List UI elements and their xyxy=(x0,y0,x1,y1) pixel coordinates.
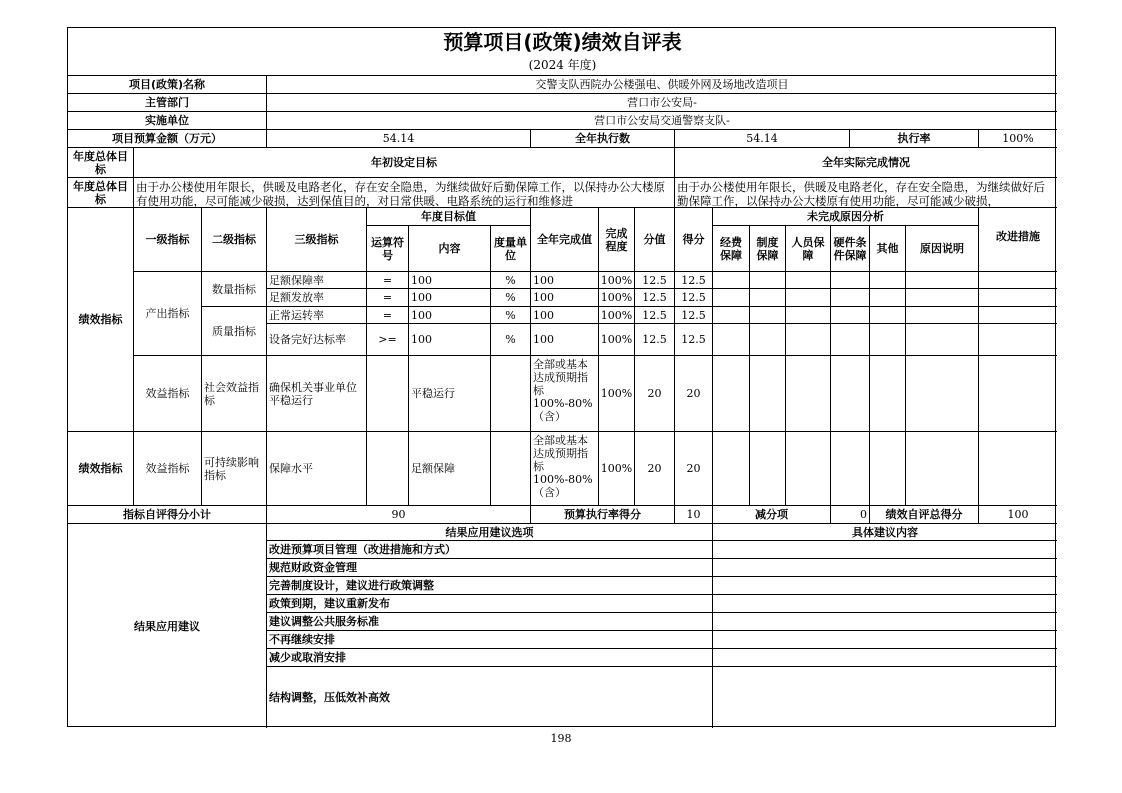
r5-score: 20 xyxy=(675,356,713,432)
header-reason-fund: 经费保障 xyxy=(713,226,750,272)
r2-op: = xyxy=(367,289,409,307)
r5-actual: 全部或基本达成预期指标100%-80%（含） xyxy=(531,356,599,432)
exec-score-value: 10 xyxy=(675,506,713,524)
page-title: 预算项目(政策)绩效自评表 xyxy=(443,30,682,54)
reason-cell xyxy=(979,432,1057,506)
goal-label-1: 年度总体目标 xyxy=(68,148,134,178)
reason-cell xyxy=(750,432,786,506)
r1-degree: 100% xyxy=(599,272,635,289)
reason-cell xyxy=(870,289,906,307)
dept-label: 主管部门 xyxy=(68,94,267,112)
perf-indicator-label: 绩效指标 xyxy=(68,208,134,432)
project-name-value: 交警支队西院办公楼强电、供暖外网及场地改造项目 xyxy=(267,76,1057,94)
reason-cell xyxy=(870,272,906,289)
reason-cell xyxy=(713,324,750,356)
r5-op xyxy=(367,356,409,432)
reason-cell xyxy=(750,324,786,356)
result-content-cell xyxy=(713,595,1057,613)
r5-degree: 100% xyxy=(599,356,635,432)
header-reason-group: 未完成原因分析 xyxy=(713,208,979,226)
project-name-label: 项目(政策)名称 xyxy=(68,76,267,94)
r6-unit xyxy=(491,432,531,506)
header-op: 运算符号 xyxy=(367,226,409,272)
r2-unit: % xyxy=(491,289,531,307)
perf-indicator-label-2: 绩效指标 xyxy=(68,432,134,506)
reason-cell xyxy=(906,289,979,307)
r6-content: 足额保障 xyxy=(409,432,491,506)
reason-cell xyxy=(750,272,786,289)
r4-l3: 设备完好达标率 xyxy=(267,324,367,356)
reason-cell xyxy=(906,307,979,324)
unit-label: 实施单位 xyxy=(68,112,267,130)
header-actual: 全年完成值 xyxy=(531,208,599,272)
header-score-value: 分值 xyxy=(635,208,675,272)
r3-l3: 正常运转率 xyxy=(267,307,367,324)
goal-initial-header: 年初设定目标 xyxy=(134,148,675,178)
reason-cell xyxy=(831,432,870,506)
reason-cell xyxy=(979,324,1057,356)
rate-value: 100% xyxy=(979,130,1057,148)
r1-op: = xyxy=(367,272,409,289)
result-option: 改进预算项目管理（改进措施和方式） xyxy=(267,541,713,559)
goal-label-2: 年度总体目标 xyxy=(68,178,134,208)
result-content-header: 具体建议内容 xyxy=(713,524,1057,541)
r6-l2: 可持续影响指标 xyxy=(202,432,267,506)
reason-cell xyxy=(906,356,979,432)
result-option: 不再继续安排 xyxy=(267,631,713,649)
reason-cell xyxy=(906,324,979,356)
r2-l3: 足额发放率 xyxy=(267,289,367,307)
budget-value: 54.14 xyxy=(267,130,531,148)
r4-op: >= xyxy=(367,324,409,356)
reason-cell xyxy=(713,432,750,506)
output-l1: 产出指标 xyxy=(134,272,202,356)
reason-cell xyxy=(870,356,906,432)
r3-score-value: 12.5 xyxy=(635,307,675,324)
result-content-cell xyxy=(713,649,1057,667)
r3-op: = xyxy=(367,307,409,324)
result-option: 减少或取消安排 xyxy=(267,649,713,667)
reason-cell xyxy=(750,356,786,432)
r2-actual: 100 xyxy=(531,289,599,307)
result-content-cell xyxy=(713,667,1057,728)
r4-unit: % xyxy=(491,324,531,356)
r2-degree: 100% xyxy=(599,289,635,307)
header-reason-desc: 原因说明 xyxy=(906,226,979,272)
r5-l2: 社会效益指标 xyxy=(202,356,267,432)
subtotal-label: 指标自评得分小计 xyxy=(68,506,267,524)
result-content-cell xyxy=(713,559,1057,577)
rate-label: 执行率 xyxy=(850,130,979,148)
reason-cell xyxy=(870,432,906,506)
deduct-value: 0 xyxy=(831,506,870,524)
r4-score-value: 12.5 xyxy=(635,324,675,356)
result-option: 建议调整公共服务标准 xyxy=(267,613,713,631)
header-l2: 二级指标 xyxy=(202,208,267,272)
result-option: 政策到期，建议重新发布 xyxy=(267,595,713,613)
r3-unit: % xyxy=(491,307,531,324)
r6-l3: 保障水平 xyxy=(267,432,367,506)
reason-cell xyxy=(831,272,870,289)
result-option: 结构调整，压低效补高效 xyxy=(267,667,713,728)
reason-cell xyxy=(906,432,979,506)
reason-cell xyxy=(786,272,831,289)
goal-actual-text: 由于办公楼使用年限长，供暖及电路老化，存在安全隐患，为继续做好后勤保障工作，以保持办公大楼原有使用功能，尽可能减少破损， xyxy=(675,178,1057,208)
r6-score: 20 xyxy=(675,432,713,506)
header-unit: 度量单位 xyxy=(491,226,531,272)
r4-score: 12.5 xyxy=(675,324,713,356)
header-reason-hardware: 硬件条件保障 xyxy=(831,226,870,272)
result-content-cell xyxy=(713,577,1057,595)
reason-cell xyxy=(786,356,831,432)
result-option: 规范财政资金管理 xyxy=(267,559,713,577)
header-reason-staff: 人员保障 xyxy=(786,226,831,272)
exec-score-label: 预算执行率得分 xyxy=(531,506,675,524)
reason-cell xyxy=(713,307,750,324)
exec-label: 全年执行数 xyxy=(531,130,675,148)
reason-cell xyxy=(979,307,1057,324)
result-content-cell xyxy=(713,613,1057,631)
year-subtitle: (2024 年度) xyxy=(68,56,1057,76)
total-value: 100 xyxy=(979,506,1057,524)
reason-cell xyxy=(831,324,870,356)
quantity-l2: 数量指标 xyxy=(202,272,267,307)
r5-l3: 确保机关事业单位平稳运行 xyxy=(267,356,367,432)
reason-cell xyxy=(786,324,831,356)
result-content-cell xyxy=(713,631,1057,649)
effect-l1: 效益指标 xyxy=(134,356,202,432)
r4-actual: 100 xyxy=(531,324,599,356)
r5-content: 平稳运行 xyxy=(409,356,491,432)
reason-cell xyxy=(979,289,1057,307)
result-options-header: 结果应用建议选项 xyxy=(267,524,713,541)
r1-score-value: 12.5 xyxy=(635,272,675,289)
reason-cell xyxy=(786,432,831,506)
deduct-label: 减分项 xyxy=(713,506,831,524)
goal-actual-header: 全年实际完成情况 xyxy=(675,148,1057,178)
r1-content: 100 xyxy=(409,272,491,289)
reason-cell xyxy=(750,289,786,307)
header-reason-other: 其他 xyxy=(870,226,906,272)
r6-score-value: 20 xyxy=(635,432,675,506)
unit-value: 营口市公安局交通警察支队- xyxy=(267,112,1057,130)
reason-cell xyxy=(831,356,870,432)
r1-score: 12.5 xyxy=(675,272,713,289)
header-l1: 一级指标 xyxy=(134,208,202,272)
r5-score-value: 20 xyxy=(635,356,675,432)
header-target-group: 年度目标值 xyxy=(367,208,531,226)
exec-value: 54.14 xyxy=(675,130,850,148)
reason-cell xyxy=(713,272,750,289)
reason-cell xyxy=(713,356,750,432)
reason-cell xyxy=(786,289,831,307)
r4-content: 100 xyxy=(409,324,491,356)
header-score: 得分 xyxy=(675,208,713,272)
quality-l2: 质量指标 xyxy=(202,307,267,356)
r3-degree: 100% xyxy=(599,307,635,324)
result-option: 完善制度设计，建议进行政策调整 xyxy=(267,577,713,595)
reason-cell xyxy=(786,307,831,324)
r6-degree: 100% xyxy=(599,432,635,506)
r1-actual: 100 xyxy=(531,272,599,289)
total-label: 绩效自评总得分 xyxy=(870,506,979,524)
reason-cell xyxy=(750,307,786,324)
goal-initial-text: 由于办公楼使用年限长，供暖及电路老化，存在安全隐患，为继续做好后勤保障工作，以保持办公大楼原有使用功能，尽可能减少破损，达到保值目的，对日常供暖、电路系统的运行和维修进 xyxy=(134,178,675,208)
reason-cell xyxy=(831,289,870,307)
header-degree: 完成程度 xyxy=(599,208,635,272)
reason-cell xyxy=(979,272,1057,289)
header-improve: 改进措施 xyxy=(979,208,1057,272)
reason-cell xyxy=(870,307,906,324)
subtotal-value: 90 xyxy=(267,506,531,524)
reason-cell xyxy=(979,356,1057,432)
header-content: 内容 xyxy=(409,226,491,272)
r3-actual: 100 xyxy=(531,307,599,324)
result-content-cell xyxy=(713,541,1057,559)
budget-label: 项目预算金额（万元） xyxy=(68,130,267,148)
r6-actual: 全部或基本达成预期指标100%-80%（含） xyxy=(531,432,599,506)
r2-score: 12.5 xyxy=(675,289,713,307)
dept-value: 营口市公安局- xyxy=(267,94,1057,112)
result-label: 结果应用建议 xyxy=(68,524,267,728)
r6-op xyxy=(367,432,409,506)
r1-unit: % xyxy=(491,272,531,289)
r5-unit xyxy=(491,356,531,432)
reason-cell xyxy=(713,289,750,307)
reason-cell xyxy=(831,307,870,324)
r2-content: 100 xyxy=(409,289,491,307)
effect-l1-2: 效益指标 xyxy=(134,432,202,506)
reason-cell xyxy=(906,272,979,289)
r3-content: 100 xyxy=(409,307,491,324)
r1-l3: 足额保障率 xyxy=(267,272,367,289)
header-l3: 三级指标 xyxy=(267,208,367,272)
reason-cell xyxy=(870,324,906,356)
r3-score: 12.5 xyxy=(675,307,713,324)
performance-table xyxy=(67,27,1056,727)
r4-degree: 100% xyxy=(599,324,635,356)
r2-score-value: 12.5 xyxy=(635,289,675,307)
page-number: 198 xyxy=(550,732,572,745)
header-reason-system: 制度保障 xyxy=(750,226,786,272)
